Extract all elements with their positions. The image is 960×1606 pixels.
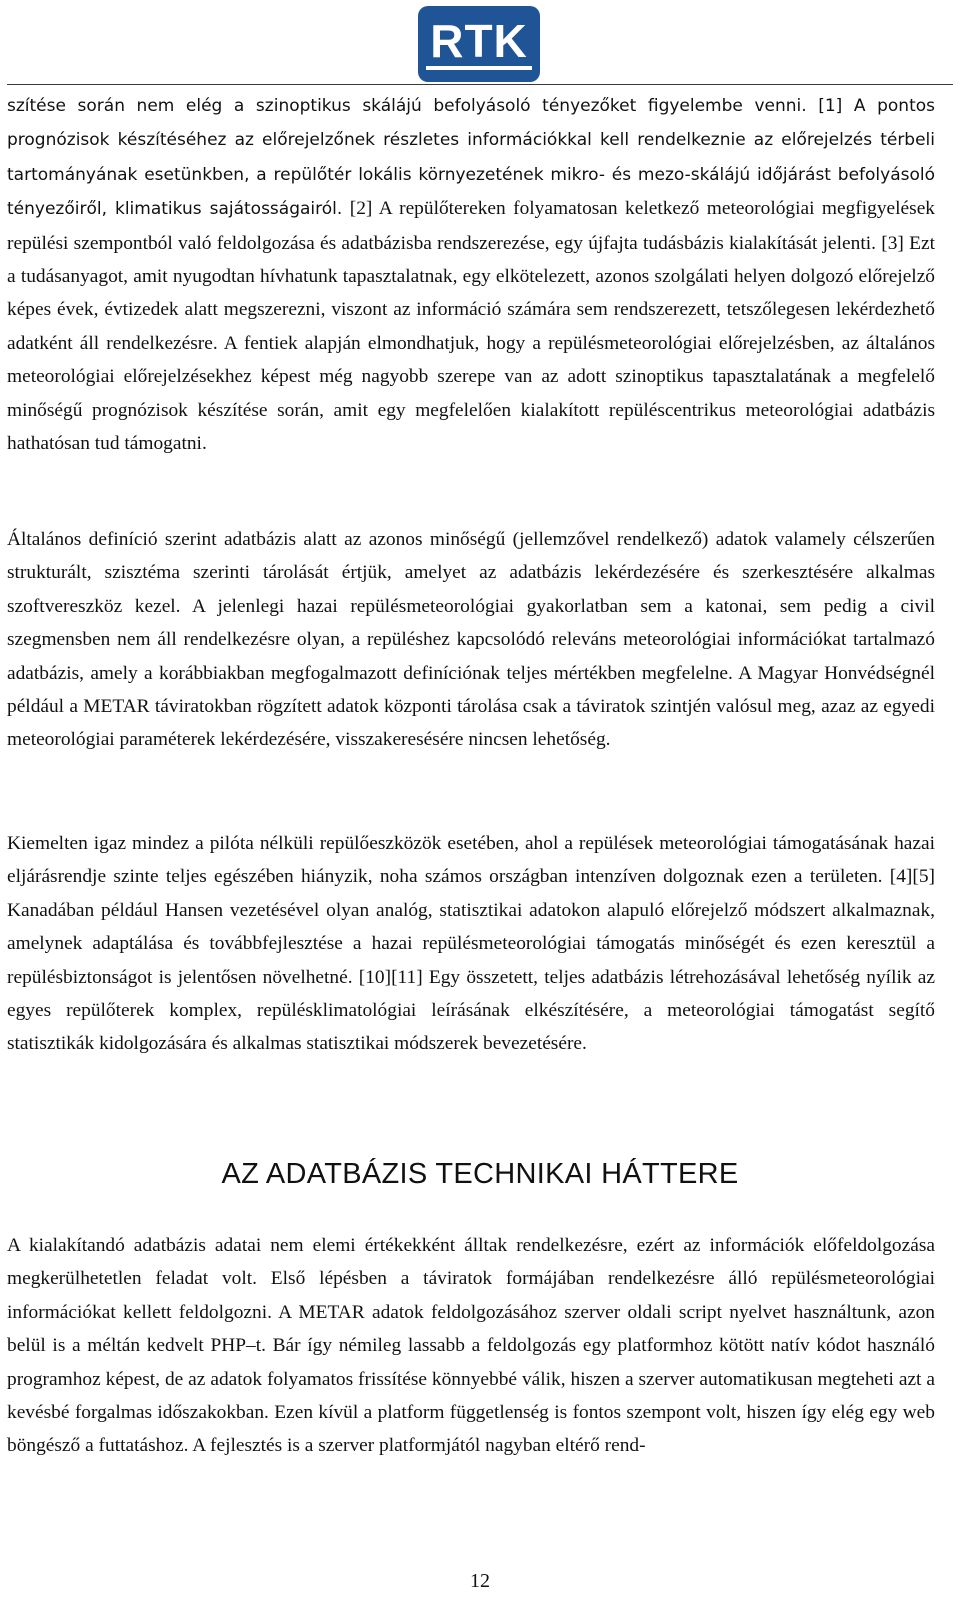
header-divider (7, 84, 953, 85)
paragraph-2: Általános definíció szerint adatbázis alatt az azonos minőségű (jellemzővel rendelkező) adatok valamely célszerűen strukturált, szisztéma szerinti tárolását értjük, amelyet az adatbázis lekérdezésére és szerkesztésére alkalmas szoftvereszköz kezel. A jelenlegi hazai repülésmeteorológiai gyakorlatban sem a katonai, sem pedig a civil szegmensben nem áll rendelkezésre olyan, a repüléshez kapcsolódó releváns meteorológiai információkat tartalmazó adatbázis, amely a korábbiakban megfogalmazott definíciónak teljes mértékben megfelelne. A Magyar Honvédségnél például a METAR táviratokban rögzített adatok központi tárolása csak a táviratok szintjén valósul meg, azaz az egyedi meteorológiai paraméterek lekérdezésére, visszakeresésére nincsen lehetőség. (7, 529, 935, 751)
logo-text: RTK (426, 18, 532, 70)
section-heading: AZ ADATBÁZIS TECHNIKAI HÁTTERE (221, 1158, 739, 1190)
paragraph-1-sans-run: szítése során nem elég a szinoptikus skálájú befolyásoló tényezőket figyelembe venni. [1] A pontos prognózisok készítéséhez az előrejelzőnek részletes információkkal kell rendelkeznie az előrejelzés térbeli tartományának esetünkben, a repülőtér lokális környezetének mikro- és mezo-skálájú időjárást befolyásoló tényezőiről, klimatikus sajátosságairól. (7, 96, 935, 220)
paragraph-1 (7, 89, 935, 460)
page-number: 12 (470, 1570, 490, 1592)
paragraph-3: Kiemelten igaz mindez a pilóta nélküli repülőeszközök esetében, ahol a repülések meteorológiai támogatásának hazai eljárásrendje szinte teljes egészében hiányzik, noha számos országban intenzíven dolgoznak ezen a területen. [4][5] Kanadában például Hansen vezetésével olyan analóg, statisztikai adatokon alapuló előrejelző módszert alkalmaznak, amelynek adaptálása és továbbfejlesztése a hazai repülésmeteorológiai támogatás minőségét és ezen keresztül a repülésbiztonságot is jelentősen növelhetné. [10][11] Egy összetett, teljes adatbázis létrehozásával lehetőség nyílik az egyes repülőterek komplex, repülésklimatológiai leírásának elkészítésére, a meteorológiai támogatást segítő statisztikák kidolgozására és alkalmas statisztikai módszerek bevezetésére. (7, 833, 935, 1055)
paragraph-4: A kialakítandó adatbázis adatai nem elemi értékekként álltak rendelkezésre, ezért az információk előfeldolgozása megkerülhetetlen feladat volt. Első lépésben a táviratok formájában rendelkezésre álló repülésmeteorológiai információkat kellett feldolgozni. A METAR adatok feldolgozásához szerver oldali script nyelvet használtunk, azon belül is a méltán kedvelt PHP–t. Bár így némileg lassabb a feldolgozás egy platformhoz kötött natív kódot használó programhoz képest, de az adatok folyamatos frissítése könnyebbé válik, hiszen a szerver automatikusan megteheti azt a kevésbé forgalmas időszakokban. Ezen kívül a platform függetlenség is fontos szempont volt, hiszen így elég egy web böngésző a futtatáshoz. A fejlesztés is a szerver platformjától nagyban eltérő rend- (7, 1235, 935, 1457)
paragraph-1-serif-run: [2] A repülőtereken folyamatosan keletkező meteorológiai megfigyelések repülési szempontból való feldolgozása és adatbázisba rendszerezése, egy újfajta tudásbázis kialakítását jelenti. [3] Ezt a tudásanyagot, amit nyugodtan hívhatunk tapasztalatnak, egy elkötelezett, azonos szolgálati helyen dolgozó előrejelző képes évek, évtizedek alatt megszerezni, viszont az információ számára sem rendszerezett, tetszőlegesen lekérdezhető adatként áll rendelkezésre. A fentiek alapján elmondhatjuk, hogy a repülésmeteorológiai előrejelzésben, az általános meteorológiai előrejelzésekhez képest még nagyobb szerepe van az adott szinoptikus tapasztalatának a megfelelő minőségű prognózisok készítése során, amit egy megfelelően kialakított repüléscentrikus meteorológiai adatbázis hathatósan tud támogatni. (7, 198, 935, 455)
rtk-logo (418, 6, 540, 82)
